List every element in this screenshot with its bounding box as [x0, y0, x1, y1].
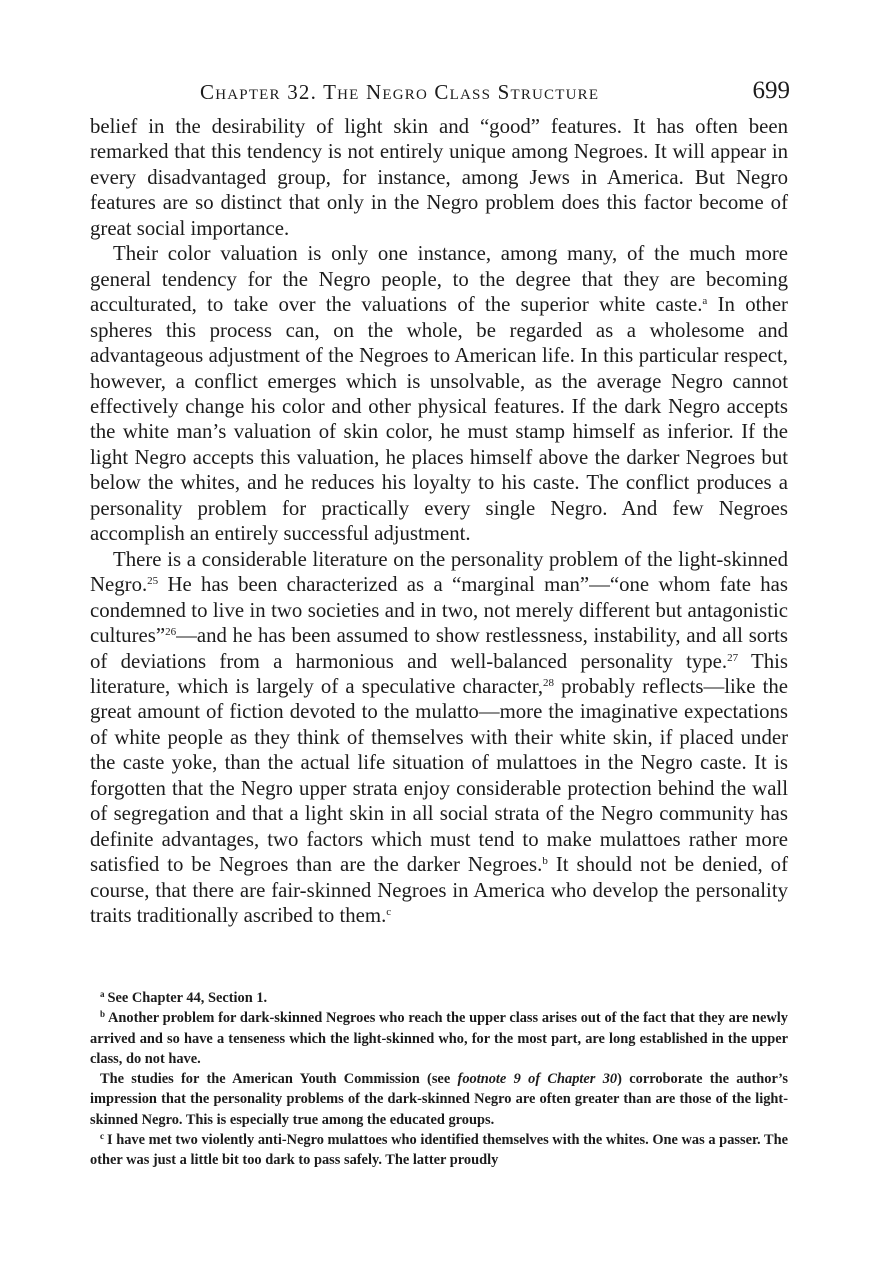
- paragraph-1: belief in the desirability of light skin and “good” features. It has often been remarked that this tendency is not entirely unique among Negroes. It will appear in every disadvantaged group, for instance, among Jews in America. But Negro features are so distinct that only in the Negro problem does this factor become of great social importance.: [90, 115, 788, 240]
- page-header: [200, 77, 800, 110]
- footnote-b2-text-a: The studies for the American Youth Commission (see: [100, 1071, 458, 1088]
- paragraph-2-text-b: In other spheres this process can, on the whole, be regarded as a wholesome and advantageous adjustment of the Negroes to American life. In this particular respect, however, a conflict emerges which is unsolvable, as the average Negro cannot effectively change his color and other physical features. If the dark Negro accepts the white man’s valuation of skin color, he must stamp himself as inferior. If the light Negro accepts this valuation, he places himself above the darker Negroes but below the whites, and he reduces his loyalty to his caste. The conflict produces a personality problem for practically every single Negro. And few Negroes accomplish an entirely successful adjustment.: [90, 293, 788, 546]
- footnotes: [90, 988, 788, 1171]
- footnote-ref-26: 26: [165, 626, 177, 639]
- footnote-ref-28: 28: [543, 676, 555, 689]
- footnote-a: [90, 988, 788, 1008]
- footnote-a-mark: a: [100, 989, 105, 999]
- paragraph-3-text-b: He has been characterized as a “marginal man”—“one whom fate has condemned to live in two societies and in two, not merely different but antagonistic cultures”: [90, 573, 788, 648]
- footnote-c: [90, 1130, 788, 1171]
- paragraph-2: [90, 241, 788, 546]
- paragraph-3-text-a: There is a considerable literature on the personality problem of the light-skinned Negro.: [90, 547, 788, 597]
- footnote-ref-27: 27: [727, 651, 739, 664]
- paragraph-3-text-c: —and he has been assumed to show restlessness, instability, and all sorts of deviations from a harmonious and well-balanced personality type.: [90, 624, 788, 673]
- paragraph-3-text-e: probably reflects—like the great amount of fiction devoted to the mulatto—more the imaginative expectations of white people as they think of themselves with their white skin, if placed under the caste yoke, than the actual life situation of mulattoes in the Negro caste. It is forgotten that the Negro upper strata enjoy considerable protection behind the wall of segregation and that a light skin in all social strata of the Negro community has definite advantages, two factors which must tend to make mulattoes rather more satisfied to be Negroes than are the darker Negroes.: [90, 674, 788, 877]
- footnote-a-text: See Chapter 44, Section 1.: [107, 990, 268, 1006]
- footnote-ref-25: 25: [147, 575, 159, 588]
- footnote-b-continued: [90, 1069, 788, 1130]
- footnote-b-mark: b: [100, 1009, 106, 1020]
- paragraph-2-text-a: Their color valuation is only one instance, among many, of the much more general tendency for the Negro people, to the degree that they are becoming acculturated, to take over the valuations of the superior white caste.: [90, 242, 788, 317]
- body-text: [90, 114, 788, 929]
- footnote-ref-a: a: [702, 295, 708, 308]
- page-number: 699: [752, 77, 790, 104]
- footnote-b: [90, 1008, 788, 1069]
- footnote-b2-italic: footnote 9 of Chapter 30: [457, 1071, 618, 1088]
- footnote-b2-text-b: ) corroborate the author’s impression that the personality problems of the dark-skinned Negro are often greater than are those of the light-skinned Negro. This is especially true among the educated groups.: [90, 1071, 788, 1128]
- footnote-c-mark: c: [100, 1131, 104, 1142]
- running-head: Chapter 32. The Negro Class Structure: [200, 80, 600, 104]
- paragraph-3: [90, 547, 788, 929]
- footnote-c-text: I have met two violently anti-Negro mulattoes who identified themselves with the whites. One was a passer. The other was just a little bit too dark to pass safely. The latter proudly: [90, 1132, 788, 1169]
- paragraph-3-text-f: It should not be denied, of course, that there are fair-skinned Negroes in America who develop the personality traits traditionally ascribed to them.: [90, 853, 788, 928]
- paragraph-3-text-d: This literature, which is largely of a speculative character,: [90, 649, 789, 698]
- footnote-b-text: Another problem for dark-skinned Negroes who reach the upper class arises out of the fact that they are newly arrived and so have a tenseness which the light-skinned who, for the most part, are long established in the upper class, do not have.: [90, 1010, 788, 1067]
- footnote-ref-c: c: [386, 906, 392, 919]
- footnote-ref-b: b: [542, 855, 548, 868]
